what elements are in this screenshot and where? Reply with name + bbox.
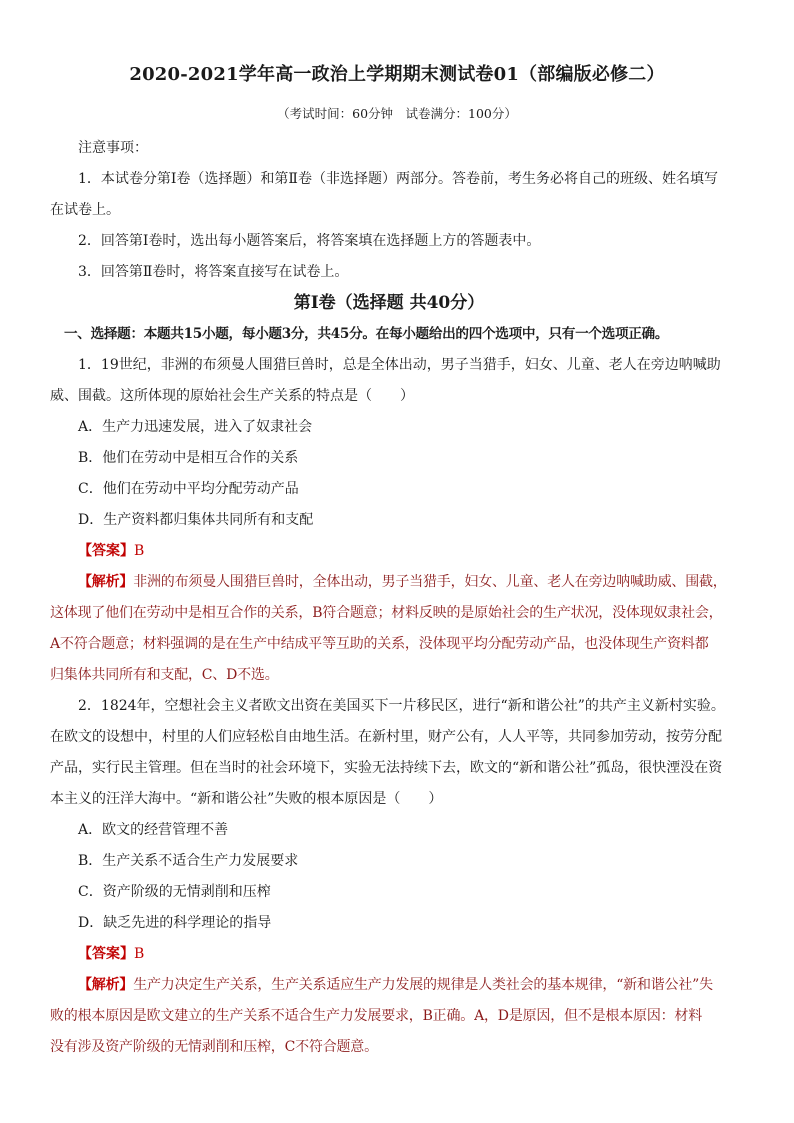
section-desc: 一、选择题：本题共15小题，每小题3分，共45分。在每小题给出的四个选项中，只有一个选项正确。 [64, 326, 669, 342]
analysis-tag: 【解析】 [78, 977, 134, 993]
question-1 [50, 350, 728, 691]
question-stem-cont: 在欧文的设想中，村里的人们应轻松自由地生活。在新村里，财产公有，人人平等，共同参加劳动，按劳分配 [50, 729, 722, 745]
page-title: 2020-2021学年高一政治上学期期末测试卷01（部编版必修二） [129, 64, 665, 85]
analysis-line: A不符合题意；材料强调的是在生产中结成平等互助的关系，没体现平均分配劳动产品，也没体现生产资料都 [50, 636, 709, 652]
question-stem: 2．1824年，空想社会主义者欧文出资在美国买下一片移民区，进行“新和谐公社”的共产主义新村实验。 [78, 698, 725, 714]
option-b: B．他们在劳动中是相互合作的关系 [78, 450, 299, 466]
section-title: 第Ⅰ卷（选择题 共40分） [293, 293, 485, 313]
note-item: 1．本试卷分第Ⅰ卷（选择题）和第Ⅱ卷（非选择题）两部分。答卷前，考生务必将自己的班级、姓名填写 [78, 171, 718, 187]
question-stem: 1．19世纪，非洲的布须曼人围猎巨兽时，总是全体出动，男子当猎手，妇女、儿童、老人在旁边呐喊助 [78, 357, 721, 373]
option-b: B．生产关系不适合生产力发展要求 [78, 853, 299, 869]
analysis-text: 生产力决定生产关系，生产关系适应生产力发展的规律是人类社会的基本规律，“新和谐公社”失 [133, 977, 713, 993]
analysis-tag: 【解析】 [78, 574, 134, 590]
notes-heading: 注意事项： [78, 140, 148, 156]
option-a: A．欧文的经营管理不善 [78, 822, 229, 838]
note-item: 2．回答第Ⅰ卷时，选出每小题答案后，将答案填在选择题上方的答题表中。 [78, 233, 541, 249]
note-item-cont: 在试卷上。 [50, 202, 120, 218]
content [50, 133, 728, 1063]
answer-value: B [134, 543, 145, 559]
analysis-line [50, 970, 728, 1001]
analysis [50, 970, 728, 1063]
answer-tag: 【答案】 [78, 946, 134, 962]
analysis-line: 这体现了他们在劳动中是相互合作的关系，B符合题意；材料反映的是原始社会的生产状况，没体现奴隶社会， [50, 605, 723, 621]
question-stem-cont: 本主义的汪洋大海中。“新和谐公社”失败的根本原因是（ ） [50, 791, 443, 807]
analysis-line [50, 567, 728, 598]
analysis [50, 567, 728, 691]
option-a: A．生产力迅速发展，进入了奴隶社会 [78, 419, 313, 435]
answer-tag: 【答案】 [78, 543, 134, 559]
option-d: D．缺乏先进的科学理论的指导 [78, 915, 272, 931]
exam-info: （考试时间：60分钟 试卷满分：100分） [277, 106, 517, 121]
question-stem-cont: 产品，实行民主管理。但在当时的社会环境下，实验无法持续下去，欧文的“新和谐公社”孤岛，很快湮没在资 [50, 760, 723, 776]
option-c: C．他们在劳动中平均分配劳动产品 [78, 481, 299, 497]
note-item: 3．回答第Ⅱ卷时，将答案直接写在试卷上。 [78, 264, 349, 280]
option-c: C．资产阶级的无情剥削和压榨 [78, 884, 271, 900]
answer-value: B [134, 946, 145, 962]
analysis-line: 归集体共同所有和支配，C、D不选。 [50, 667, 279, 683]
analysis-line: 没有涉及资产阶级的无情剥削和压榨，C不符合题意。 [50, 1039, 378, 1055]
answer-line [50, 536, 728, 567]
question-2 [50, 691, 728, 1063]
question-stem-cont: 威、围截。这所体现的原始社会生产关系的特点是（ ） [50, 388, 414, 404]
analysis-line: 败的根本原因是欧文建立的生产关系不适合生产力发展要求，B正确。A，D是原因，但不是根本原因：材料 [50, 1008, 703, 1024]
answer-line [50, 939, 728, 970]
option-d: D．生产资料都归集体共同所有和支配 [78, 512, 314, 528]
analysis-text: 非洲的布须曼人围猎巨兽时，全体出动，男子当猎手，妇女、儿童、老人在旁边呐喊助威、围截， [133, 574, 727, 590]
